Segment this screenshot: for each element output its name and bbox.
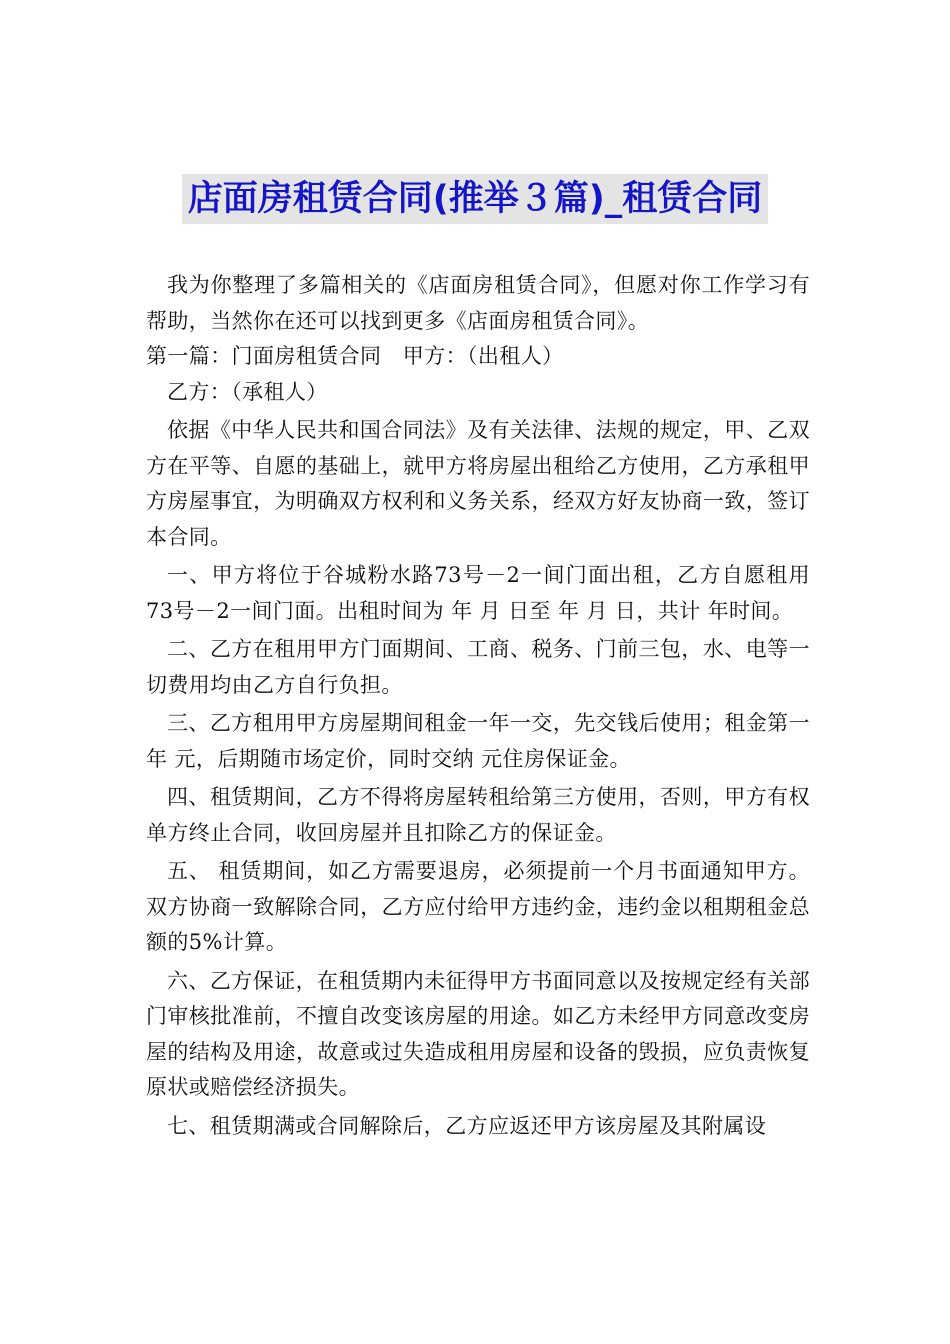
paragraph-section-heading: 第一篇：门面房租赁合同 甲方：（出租人） — [146, 344, 564, 368]
paragraph-clause-3: 三、乙方租用甲方房屋期间租金一年一交，先交钱后使用；租金第一年 元，后期随市场定价，同时交纳 元住房保证金。 — [146, 711, 810, 771]
paragraph-clause-4: 四、租赁期间，乙方不得将房屋转租给第三方使用，否则，甲方有权单方终止合同，收回房屋并且扣除乙方的保证金。 — [146, 785, 810, 845]
document-title: 店面房租赁合同(推举３篇)_租赁合同 — [182, 174, 769, 224]
document-body — [146, 268, 810, 1144]
paragraph-clause-2: 二、乙方在租用甲方门面期间、工商、税务、门前三包，水、电等一切费用均由乙方自行负担。 — [146, 637, 810, 697]
paragraph-clause-7: 七、租赁期满或合同解除后，乙方应返还甲方该房屋及其附属设 — [167, 1113, 767, 1138]
title-container — [0, 174, 950, 224]
paragraph-intro: 我为你整理了多篇相关的《店面房租赁合同》，但愿对你工作学习有帮助，当然你在还可以找到更多《店面房租赁合同》。 — [146, 273, 810, 333]
paragraph-clause-5: 五、 租赁期间，如乙方需要退房，必须提前一个月书面通知甲方。双方协商一致解除合同，乙方应付给甲方违约金，违约金以租期租金总额的5%计算。 — [146, 859, 810, 954]
paragraph-clause-6: 六、乙方保证，在租赁期内未征得甲方书面同意以及按规定经有关部门审核批准前，不擅自改变该房屋的用途。如乙方未经甲方同意改变房屋的结构及用途，故意或过失造成租用房屋和设备的毁损，应负责恢复原状或赔偿经济损失。 — [146, 968, 810, 1099]
paragraph-clause-1: 一、甲方将位于谷城粉水路73号－2一间门面出租，乙方自愿租用73号－2一间门面。出租时间为 年 月 日至 年 月 日，共计 年时间。 — [146, 563, 810, 623]
paragraph-party-b: 乙方：（承租人） — [167, 379, 328, 404]
paragraph-preamble: 依据《中华人民共和国合同法》及有关法律、法规的规定，甲、乙双方在平等、自愿的基础上，就甲方将房屋出租给乙方使用，乙方承租甲方房屋事宜，为明确双方权利和义务关系，经双方好友协商一致，签订本合同。 — [146, 418, 810, 549]
